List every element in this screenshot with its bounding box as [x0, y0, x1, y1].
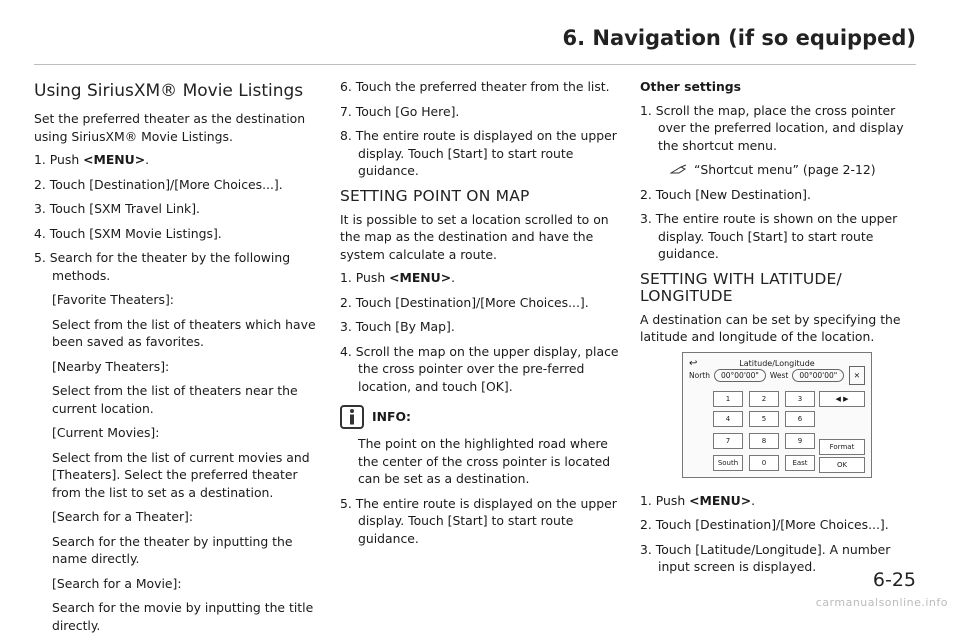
column-1	[34, 78, 324, 641]
key-8[interactable]: 8	[749, 433, 779, 449]
option-text: Search for the theater by inputting the name directly.	[52, 533, 293, 566]
back-arrow-icon[interactable]: ↩	[689, 357, 698, 369]
intro-text: A destination can be set by specifying the latitude and longitude of the location.	[640, 311, 901, 344]
option-text: Select from the list of theaters near the current location.	[52, 383, 298, 416]
watermark: carmanualsonline.info	[815, 596, 948, 609]
ok-button[interactable]: OK	[819, 457, 865, 473]
option-title: [Nearby Theaters]:	[52, 358, 170, 374]
key-1[interactable]: 1	[713, 391, 743, 407]
step-2: 2. Touch [Destination]/[More Choices...].	[640, 517, 889, 532]
step-6: 6. Touch the preferred theater from the list.	[340, 79, 610, 94]
option-title: [Search for a Movie]:	[52, 575, 182, 591]
key-3[interactable]: 3	[785, 391, 815, 407]
column-3	[640, 78, 915, 583]
step-3: 3. Touch [Latitude/Longitude]. A number input screen is displayed.	[640, 541, 891, 574]
north-field[interactable]: 00°00'00"	[714, 369, 766, 382]
screen-title: Latitude/Longitude	[739, 358, 815, 368]
key-0[interactable]: 0	[749, 455, 779, 471]
step-2: 2. Touch [New Destination].	[640, 186, 811, 202]
step-5: 5. The entire route is displayed on the upper display. Touch [Start] to start route guidance.	[340, 495, 617, 546]
key-4[interactable]: 4	[713, 411, 743, 427]
key-2[interactable]: 2	[749, 391, 779, 407]
latitude-longitude-screen	[682, 352, 872, 478]
option-text: Search for the movie by inputting the title directly.	[52, 600, 314, 633]
step-1: 1. Scroll the map, place the cross pointer over the preferred location, and display the shortcut menu.	[640, 102, 904, 153]
key-7[interactable]: 7	[713, 433, 743, 449]
option-title: [Search for a Theater]:	[52, 509, 194, 524]
step-3: 3. Touch [SXM Travel Link].	[34, 201, 200, 216]
info-box	[340, 405, 620, 429]
step-1: 1. Push <MENU>.	[640, 492, 756, 508]
header-rule	[34, 64, 916, 65]
option-text: Select from the list of theaters which have been saved as favorites.	[52, 316, 316, 349]
key-5[interactable]: 5	[749, 411, 779, 427]
clear-icon[interactable]: ✕	[849, 366, 865, 386]
cross-reference[interactable]: “Shortcut menu” (page 2-12)	[640, 161, 915, 179]
coordinate-row: North 00°00'00" West 00°00'00" ✕	[689, 369, 865, 383]
key-9[interactable]: 9	[785, 433, 815, 449]
step-3: 3. The entire route is shown on the upper display. Touch [Start] to start route guidance.	[640, 211, 898, 261]
other-settings-title: Other settings	[640, 79, 742, 94]
step-2: 2. Touch [Destination]/[More Choices...].	[34, 176, 283, 192]
step-5: 5. Search for the theater by the following methods.	[34, 250, 291, 283]
chapter-title: 6. Navigation (if so equipped)	[562, 26, 916, 50]
format-button[interactable]: Format	[819, 439, 865, 455]
west-field[interactable]: 00°00'00"	[792, 369, 844, 382]
option-title: [Current Movies]:	[52, 425, 160, 440]
info-text: The point on the highlighted road where the center of the cross pointer is located can be set as a destination.	[358, 436, 611, 486]
section-heading-point-on-map: SETTING POINT ON MAP	[340, 186, 530, 205]
reference-arrow-icon	[670, 164, 688, 176]
key-6[interactable]: 6	[785, 411, 815, 427]
step-4: 4. Touch [SXM Movie Listings].	[34, 225, 222, 241]
intro-text: It is possible to set a location scrolled to on the map as the destination and have the system calculate a route.	[340, 211, 609, 262]
step-8: 8. The entire route is displayed on the upper display. Touch [Start] to start route guidance.	[340, 128, 617, 178]
step-1: 1. Push <MENU>.	[340, 270, 456, 285]
step-7: 7. Touch [Go Here].	[340, 103, 460, 119]
step-3: 3. Touch [By Map].	[340, 319, 455, 334]
step-1: 1. Push <MENU>.	[34, 152, 150, 167]
step-4: 4. Scroll the map on the upper display, place the cross pointer over the pre-ferred location, and touch [OK].	[340, 343, 619, 394]
info-icon	[340, 405, 364, 429]
option-text: Select from the list of current movies and [Theaters]. Select the preferred theater from the list to set as a destination.	[52, 449, 310, 500]
intro-text: Set the preferred theater as the destination using SiriusXM® Movie Listings.	[34, 111, 306, 144]
cursor-arrows[interactable]: ◀ ▶	[819, 391, 865, 407]
option-title: [Favorite Theaters]:	[52, 292, 174, 307]
section-heading-lat-long: SETTING WITH LATITUDE/ LONGITUDE	[640, 269, 842, 305]
key-south[interactable]: South	[713, 455, 743, 471]
info-label: INFO:	[372, 409, 411, 425]
section-heading-movie-listings: Using SiriusXM® Movie Listings	[34, 81, 304, 101]
step-2: 2. Touch [Destination]/[More Choices...].	[340, 294, 589, 310]
page-number: 6-25	[872, 569, 916, 591]
column-2	[340, 78, 620, 554]
key-east[interactable]: East	[785, 455, 815, 471]
